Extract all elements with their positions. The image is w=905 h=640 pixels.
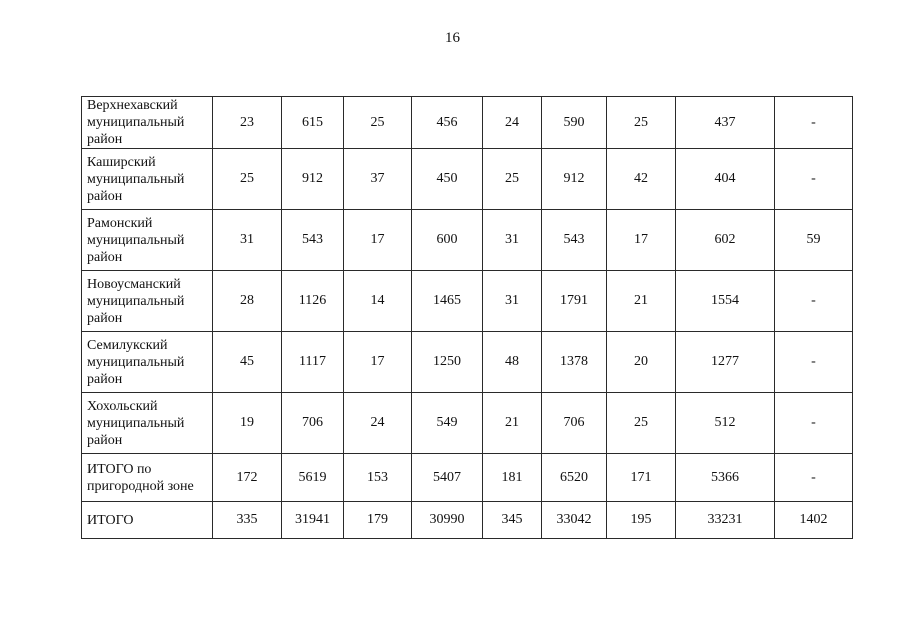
- district-name-line: Новоусманский: [87, 276, 181, 292]
- value-cell: 31: [213, 210, 282, 271]
- value-cell: 512: [676, 393, 775, 454]
- value-cell: 1126: [282, 271, 344, 332]
- value-cell: 706: [542, 393, 607, 454]
- value-cell: 171: [607, 454, 676, 502]
- value-cell: -: [775, 271, 853, 332]
- value-cell: 1378: [542, 332, 607, 393]
- district-name-cell: [82, 393, 213, 454]
- value-cell: 450: [412, 149, 483, 210]
- value-cell: 33231: [676, 502, 775, 539]
- value-cell: 14: [344, 271, 412, 332]
- value-cell: 25: [344, 97, 412, 149]
- value-cell: 19: [213, 393, 282, 454]
- table-row: [82, 97, 853, 149]
- value-cell: -: [775, 97, 853, 149]
- district-name-line: Рамонский: [87, 215, 153, 231]
- value-cell: 5619: [282, 454, 344, 502]
- value-cell: -: [775, 149, 853, 210]
- value-cell: 21: [607, 271, 676, 332]
- value-cell: 1277: [676, 332, 775, 393]
- district-statistics-table: [81, 96, 853, 539]
- value-cell: 25: [607, 97, 676, 149]
- value-cell: 1791: [542, 271, 607, 332]
- value-cell: 1554: [676, 271, 775, 332]
- value-cell: 28: [213, 271, 282, 332]
- value-cell: 912: [282, 149, 344, 210]
- value-cell: 31: [483, 271, 542, 332]
- table-row: [82, 332, 853, 393]
- value-cell: 1250: [412, 332, 483, 393]
- value-cell: 20: [607, 332, 676, 393]
- district-name-line: район: [87, 132, 123, 147]
- value-cell: 21: [483, 393, 542, 454]
- district-name-line: район: [87, 371, 123, 387]
- value-cell: 335: [213, 502, 282, 539]
- value-cell: 42: [607, 149, 676, 210]
- district-name-line: муниципальный: [87, 415, 185, 431]
- value-cell: 31: [483, 210, 542, 271]
- value-cell: 59: [775, 210, 853, 271]
- district-name-line: муниципальный: [87, 232, 185, 248]
- value-cell: 33042: [542, 502, 607, 539]
- value-cell: 17: [607, 210, 676, 271]
- value-cell: 172: [213, 454, 282, 502]
- subtotal-name-cell: [82, 454, 213, 502]
- value-cell: 24: [344, 393, 412, 454]
- district-name-line: Верхнехавский: [87, 98, 178, 113]
- district-name-line: муниципальный: [87, 171, 185, 187]
- value-cell: 543: [542, 210, 607, 271]
- value-cell: 549: [412, 393, 483, 454]
- value-cell: 437: [676, 97, 775, 149]
- value-cell: 345: [483, 502, 542, 539]
- value-cell: 25: [607, 393, 676, 454]
- value-cell: 600: [412, 210, 483, 271]
- district-name-line: муниципальный: [87, 293, 185, 309]
- district-name-cell: [82, 97, 213, 149]
- value-cell: 706: [282, 393, 344, 454]
- value-cell: 31941: [282, 502, 344, 539]
- value-cell: 17: [344, 332, 412, 393]
- value-cell: 48: [483, 332, 542, 393]
- subtotal-name-line: ИТОГО по: [87, 461, 152, 477]
- value-cell: 45: [213, 332, 282, 393]
- value-cell: 23: [213, 97, 282, 149]
- district-name-line: Каширский: [87, 154, 156, 170]
- subtotal-name-line: пригородной зоне: [87, 478, 194, 494]
- value-cell: 25: [213, 149, 282, 210]
- value-cell: 17: [344, 210, 412, 271]
- value-cell: 195: [607, 502, 676, 539]
- value-cell: 404: [676, 149, 775, 210]
- district-name-cell: [82, 149, 213, 210]
- total-name-cell: [82, 502, 213, 539]
- value-cell: 590: [542, 97, 607, 149]
- value-cell: 543: [282, 210, 344, 271]
- value-cell: 153: [344, 454, 412, 502]
- value-cell: 179: [344, 502, 412, 539]
- value-cell: -: [775, 393, 853, 454]
- table-row: [82, 149, 853, 210]
- district-name-line: район: [87, 188, 123, 204]
- value-cell: 1117: [282, 332, 344, 393]
- district-name-line: муниципальный: [87, 354, 185, 370]
- district-name-line: Семилукский: [87, 337, 168, 353]
- table-row: [82, 271, 853, 332]
- district-name-line: Хохольский: [87, 398, 158, 414]
- value-cell: 602: [676, 210, 775, 271]
- table-row: [82, 502, 853, 539]
- value-cell: 37: [344, 149, 412, 210]
- value-cell: 615: [282, 97, 344, 149]
- value-cell: 30990: [412, 502, 483, 539]
- value-cell: 25: [483, 149, 542, 210]
- page-number: 16: [445, 30, 460, 46]
- district-name-cell: [82, 332, 213, 393]
- value-cell: 24: [483, 97, 542, 149]
- district-name-line: район: [87, 249, 123, 265]
- district-name-line: район: [87, 432, 123, 448]
- value-cell: -: [775, 454, 853, 502]
- value-cell: 6520: [542, 454, 607, 502]
- district-name-cell: [82, 210, 213, 271]
- value-cell: 1402: [775, 502, 853, 539]
- district-name-cell: [82, 271, 213, 332]
- table-row: [82, 393, 853, 454]
- value-cell: 5366: [676, 454, 775, 502]
- value-cell: 456: [412, 97, 483, 149]
- value-cell: 181: [483, 454, 542, 502]
- district-name-line: муниципальный: [87, 115, 185, 130]
- value-cell: 1465: [412, 271, 483, 332]
- table-row: [82, 454, 853, 502]
- district-name-line: район: [87, 310, 123, 326]
- value-cell: -: [775, 332, 853, 393]
- table-row: [82, 210, 853, 271]
- value-cell: 912: [542, 149, 607, 210]
- total-name-line: ИТОГО: [87, 512, 134, 528]
- value-cell: 5407: [412, 454, 483, 502]
